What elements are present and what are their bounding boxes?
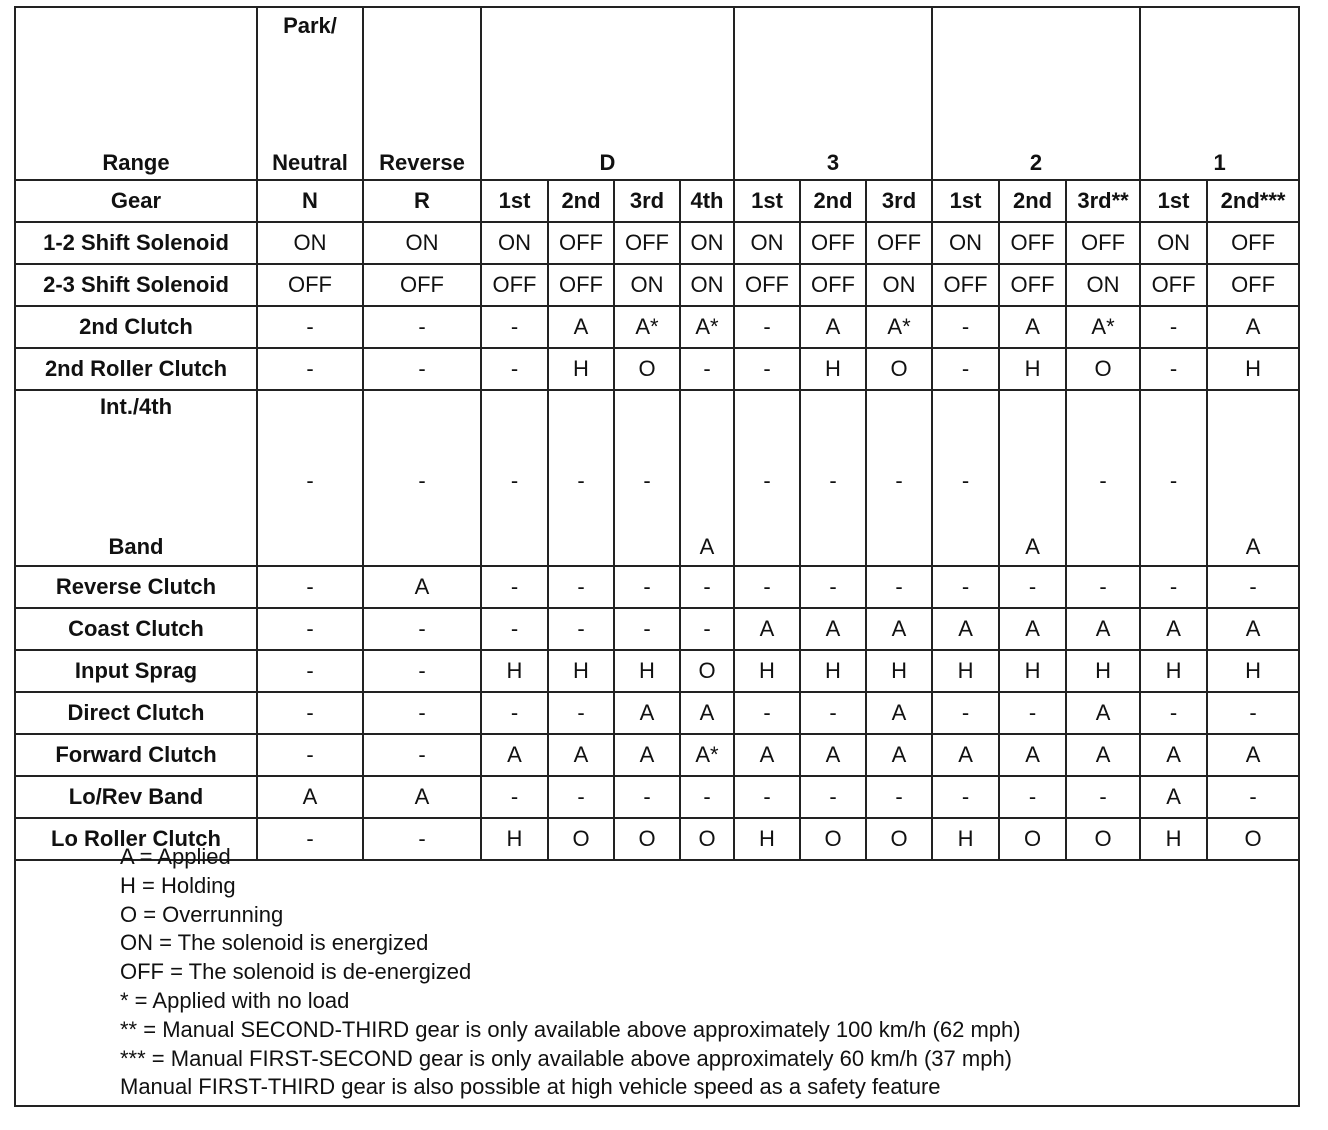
table-cell: A* — [1066, 306, 1140, 348]
table-cell: - — [363, 650, 481, 692]
table-cell: - — [257, 650, 363, 692]
table-cell: OFF — [932, 264, 999, 306]
table-cell: A — [363, 776, 481, 818]
table-cell — [932, 390, 999, 566]
table-cell: H — [1207, 348, 1298, 390]
table-cell — [734, 390, 800, 566]
table-cell: H — [866, 650, 932, 692]
table-row — [16, 692, 1298, 734]
band-mid-value: - — [895, 468, 903, 493]
table-cell: A — [481, 734, 548, 776]
table-row — [16, 264, 1298, 306]
legend-item: Manual FIRST-THIRD gear is also possible at high vehicle speed as a safety feature — [120, 1074, 941, 1100]
row-label: 2nd Roller Clutch — [16, 348, 257, 390]
table-cell: - — [734, 348, 800, 390]
table-cell: - — [363, 818, 481, 860]
table-cell: 4th — [680, 180, 734, 222]
table-cell: - — [680, 776, 734, 818]
park-neutral-header — [257, 8, 363, 180]
table-cell: - — [548, 608, 614, 650]
shift-application-chart — [14, 6, 1300, 1107]
legend-item: OFF = The solenoid is de-energized — [120, 959, 472, 985]
table-cell: 3rd — [614, 180, 680, 222]
band-mid-value: - — [1169, 468, 1178, 493]
range-3-header — [734, 8, 932, 180]
table-cell: A* — [866, 306, 932, 348]
table-cell: O — [1066, 818, 1140, 860]
table-cell: - — [932, 692, 999, 734]
table-cell: - — [1066, 566, 1140, 608]
range-3-label: 3 — [826, 150, 840, 175]
drive-header — [481, 8, 734, 180]
table-cell: - — [1207, 566, 1298, 608]
table-cell: - — [932, 306, 999, 348]
table-cell: - — [999, 776, 1066, 818]
drive-label: D — [599, 150, 616, 175]
table-cell: O — [866, 348, 932, 390]
table-cell — [257, 390, 363, 566]
table-cell — [800, 390, 866, 566]
table-cell: - — [481, 776, 548, 818]
band-bottom-value: A — [1245, 534, 1261, 559]
band-mid-value: - — [577, 468, 585, 493]
table-cell: A — [1066, 734, 1140, 776]
table-cell: - — [481, 306, 548, 348]
row-label: 2-3 Shift Solenoid — [16, 264, 257, 306]
table-cell: O — [680, 650, 734, 692]
table-cell: H — [1066, 650, 1140, 692]
table-cell: OFF — [999, 222, 1066, 264]
table-cell: - — [257, 566, 363, 608]
table-row — [16, 222, 1298, 264]
table-cell: - — [548, 692, 614, 734]
table-cell: - — [257, 306, 363, 348]
table-cell: OFF — [363, 264, 481, 306]
table-cell: 1st — [734, 180, 800, 222]
table-cell: A — [932, 734, 999, 776]
table-cell: - — [680, 348, 734, 390]
table-cell: ON — [680, 222, 734, 264]
table-cell: A — [800, 306, 866, 348]
table-cell: A* — [614, 306, 680, 348]
table-cell: A — [999, 306, 1066, 348]
table-cell: H — [800, 348, 866, 390]
row-label — [16, 390, 257, 566]
table-cell: 2nd — [548, 180, 614, 222]
table-cell: - — [481, 692, 548, 734]
band-mid-value: - — [763, 468, 771, 493]
row-label: 2nd Clutch — [16, 306, 257, 348]
table-cell: - — [481, 348, 548, 390]
table-cell: - — [257, 692, 363, 734]
band-mid-value: - — [1099, 468, 1107, 493]
table-cell: - — [800, 776, 866, 818]
table-cell: ON — [481, 222, 548, 264]
table-cell: ON — [614, 264, 680, 306]
row-label: Input Sprag — [16, 650, 257, 692]
row-label: Direct Clutch — [16, 692, 257, 734]
table-cell: H — [614, 650, 680, 692]
band-bottom-value: A — [699, 534, 715, 559]
table-cell: A — [800, 608, 866, 650]
table-cell: - — [999, 566, 1066, 608]
band-label-top: Int./4th — [99, 394, 173, 419]
row-label: Forward Clutch — [16, 734, 257, 776]
table-cell: - — [800, 692, 866, 734]
table-cell — [999, 390, 1066, 566]
table-cell: - — [932, 776, 999, 818]
table-cell: A — [800, 734, 866, 776]
band-mid-value: - — [961, 468, 970, 493]
table-cell: - — [1140, 306, 1207, 348]
table-cell: OFF — [999, 264, 1066, 306]
table-cell: - — [800, 566, 866, 608]
table-cell: R — [363, 180, 481, 222]
band-mid-value: - — [418, 468, 426, 493]
table-cell: O — [614, 348, 680, 390]
table-cell: - — [481, 608, 548, 650]
table-cell: - — [734, 566, 800, 608]
table-cell: ON — [866, 264, 932, 306]
legend-item: O = Overrunning — [120, 901, 284, 927]
table-cell: - — [680, 566, 734, 608]
table-cell — [1066, 390, 1140, 566]
table-cell: 1st — [1140, 180, 1207, 222]
range-row — [16, 8, 1298, 180]
table-cell: OFF — [257, 264, 363, 306]
table-cell: OFF — [800, 264, 866, 306]
table-cell: A — [363, 566, 481, 608]
table-cell: - — [734, 776, 800, 818]
table-cell: 3rd — [866, 180, 932, 222]
table-cell: A — [1207, 734, 1298, 776]
table-cell: - — [614, 566, 680, 608]
table-cell: A — [866, 734, 932, 776]
table-cell: - — [363, 348, 481, 390]
table-cell: OFF — [1207, 264, 1298, 306]
range-2-header — [932, 8, 1140, 180]
table-cell: - — [680, 608, 734, 650]
table-cell: H — [548, 650, 614, 692]
table-cell: A — [614, 734, 680, 776]
table-cell: ON — [680, 264, 734, 306]
table-cell: - — [548, 776, 614, 818]
table-row — [16, 608, 1298, 650]
range-header — [16, 8, 257, 180]
neutral-label: Neutral — [272, 150, 348, 175]
table-cell: - — [932, 348, 999, 390]
table-cell: ON — [734, 222, 800, 264]
table-cell: O — [1066, 348, 1140, 390]
table-cell: - — [1140, 566, 1207, 608]
table-cell: - — [866, 566, 932, 608]
table-row — [16, 348, 1298, 390]
table-cell: OFF — [1140, 264, 1207, 306]
range-2-label: 2 — [1029, 150, 1043, 175]
table-cell: H — [481, 650, 548, 692]
table-cell: - — [999, 692, 1066, 734]
table-cell: A — [932, 608, 999, 650]
table-cell — [1140, 390, 1207, 566]
row-label: Lo Roller Clutch — [16, 818, 257, 860]
gear-row — [16, 180, 1298, 222]
legend-item: ON = The solenoid is energized — [120, 930, 429, 956]
table-cell: A — [734, 734, 800, 776]
table-cell: O — [800, 818, 866, 860]
row-label: Lo/Rev Band — [16, 776, 257, 818]
table-cell: 2nd — [999, 180, 1066, 222]
table-cell: - — [363, 306, 481, 348]
table-cell — [614, 390, 680, 566]
table-cell: H — [999, 650, 1066, 692]
legend — [120, 843, 1021, 1102]
table-cell: A — [999, 734, 1066, 776]
table-cell: - — [866, 776, 932, 818]
table-cell: H — [734, 818, 800, 860]
table-cell: A — [1140, 734, 1207, 776]
table-cell: A — [548, 306, 614, 348]
legend-item: ** = Manual SECOND-THIRD gear is only available above approximately 100 km/h (62 mph) — [120, 1016, 1021, 1042]
reverse-header — [363, 8, 481, 180]
table-cell: A — [1066, 608, 1140, 650]
table-cell: - — [614, 776, 680, 818]
table-cell: O — [1207, 818, 1298, 860]
table-cell: O — [548, 818, 614, 860]
table-cell: ON — [257, 222, 363, 264]
legend-item: A = Applied — [120, 844, 231, 869]
clutch-application-table — [16, 8, 1298, 861]
table-cell: - — [1140, 348, 1207, 390]
table-cell: - — [614, 608, 680, 650]
table-cell: H — [481, 818, 548, 860]
table-cell: OFF — [1066, 222, 1140, 264]
table-cell: O — [999, 818, 1066, 860]
table-cell: - — [363, 692, 481, 734]
table-cell: - — [257, 818, 363, 860]
table-cell: 1st — [481, 180, 548, 222]
table-cell: A — [734, 608, 800, 650]
row-label: Gear — [16, 180, 257, 222]
table-cell: 1st — [932, 180, 999, 222]
table-row — [16, 776, 1298, 818]
table-cell: ON — [1066, 264, 1140, 306]
legend-item: *** = Manual FIRST-SECOND gear is only available above approximately 60 km/h (37 mph) — [120, 1045, 1013, 1071]
table-cell: - — [257, 734, 363, 776]
table-cell: OFF — [1207, 222, 1298, 264]
table-cell: A — [866, 692, 932, 734]
band-mid-value: - — [829, 468, 837, 493]
table-cell: ON — [1140, 222, 1207, 264]
range-1-label: 1 — [1213, 150, 1226, 175]
table-cell: - — [257, 348, 363, 390]
table-cell: - — [363, 608, 481, 650]
table-cell: - — [1066, 776, 1140, 818]
table-cell: OFF — [548, 222, 614, 264]
table-row — [16, 566, 1298, 608]
table-cell: H — [1207, 650, 1298, 692]
table-cell: H — [932, 650, 999, 692]
row-label: Coast Clutch — [16, 608, 257, 650]
table-cell — [680, 390, 734, 566]
table-cell — [866, 390, 932, 566]
band-mid-value: - — [643, 468, 651, 493]
table-cell: A — [1207, 306, 1298, 348]
table-cell — [481, 390, 548, 566]
table-cell: - — [1207, 776, 1298, 818]
table-cell: 2nd — [800, 180, 866, 222]
table-cell: - — [1207, 692, 1298, 734]
table-cell: O — [680, 818, 734, 860]
table-cell: O — [614, 818, 680, 860]
table-cell: A — [1066, 692, 1140, 734]
legend-item: * = Applied with no load — [120, 987, 350, 1013]
table-cell: A* — [680, 306, 734, 348]
table-cell — [548, 390, 614, 566]
table-cell — [1207, 390, 1298, 566]
range-1-header — [1140, 8, 1298, 180]
table-cell: H — [999, 348, 1066, 390]
band-mid-value: - — [306, 468, 314, 493]
table-cell: N — [257, 180, 363, 222]
table-cell: A — [999, 608, 1066, 650]
table-cell: A — [866, 608, 932, 650]
table-cell: - — [363, 734, 481, 776]
band-row — [16, 390, 1298, 566]
band-label-bottom: Band — [108, 534, 164, 559]
band-bottom-value: A — [1025, 534, 1040, 559]
range-label: Range — [102, 150, 170, 175]
table-cell: A — [1140, 776, 1207, 818]
table-cell: H — [734, 650, 800, 692]
table-row — [16, 650, 1298, 692]
row-label: Reverse Clutch — [16, 566, 257, 608]
table-cell: OFF — [800, 222, 866, 264]
legend-item: H = Holding — [120, 872, 236, 898]
table-cell: H — [800, 650, 866, 692]
band-mid-value: - — [510, 468, 519, 493]
table-row — [16, 306, 1298, 348]
table-cell: 3rd** — [1066, 180, 1140, 222]
park-label: Park/ — [283, 13, 337, 38]
row-label: 1-2 Shift Solenoid — [16, 222, 257, 264]
table-cell: H — [932, 818, 999, 860]
table-cell: - — [548, 566, 614, 608]
table-cell: H — [1140, 818, 1207, 860]
table-cell: ON — [363, 222, 481, 264]
table-row — [16, 734, 1298, 776]
table-cell: A — [257, 776, 363, 818]
table-cell: OFF — [734, 264, 800, 306]
table-cell — [363, 390, 481, 566]
table-cell: A — [548, 734, 614, 776]
table-cell: 2nd*** — [1207, 180, 1298, 222]
table-cell: - — [932, 566, 999, 608]
table-cell: A — [614, 692, 680, 734]
table-cell: - — [1140, 692, 1207, 734]
table-cell: A — [1140, 608, 1207, 650]
table-cell: ON — [932, 222, 999, 264]
table-cell: OFF — [548, 264, 614, 306]
table-cell: A — [1207, 608, 1298, 650]
table-cell: - — [734, 692, 800, 734]
table-cell: - — [257, 608, 363, 650]
table-cell: OFF — [866, 222, 932, 264]
table-cell: OFF — [481, 264, 548, 306]
table-cell: H — [548, 348, 614, 390]
table-cell: H — [1140, 650, 1207, 692]
table-cell: O — [866, 818, 932, 860]
reverse-label: Reverse — [379, 150, 465, 175]
table-cell: A* — [680, 734, 734, 776]
table-cell: OFF — [614, 222, 680, 264]
table-cell: - — [734, 306, 800, 348]
table-cell: A — [680, 692, 734, 734]
table-cell: - — [481, 566, 548, 608]
